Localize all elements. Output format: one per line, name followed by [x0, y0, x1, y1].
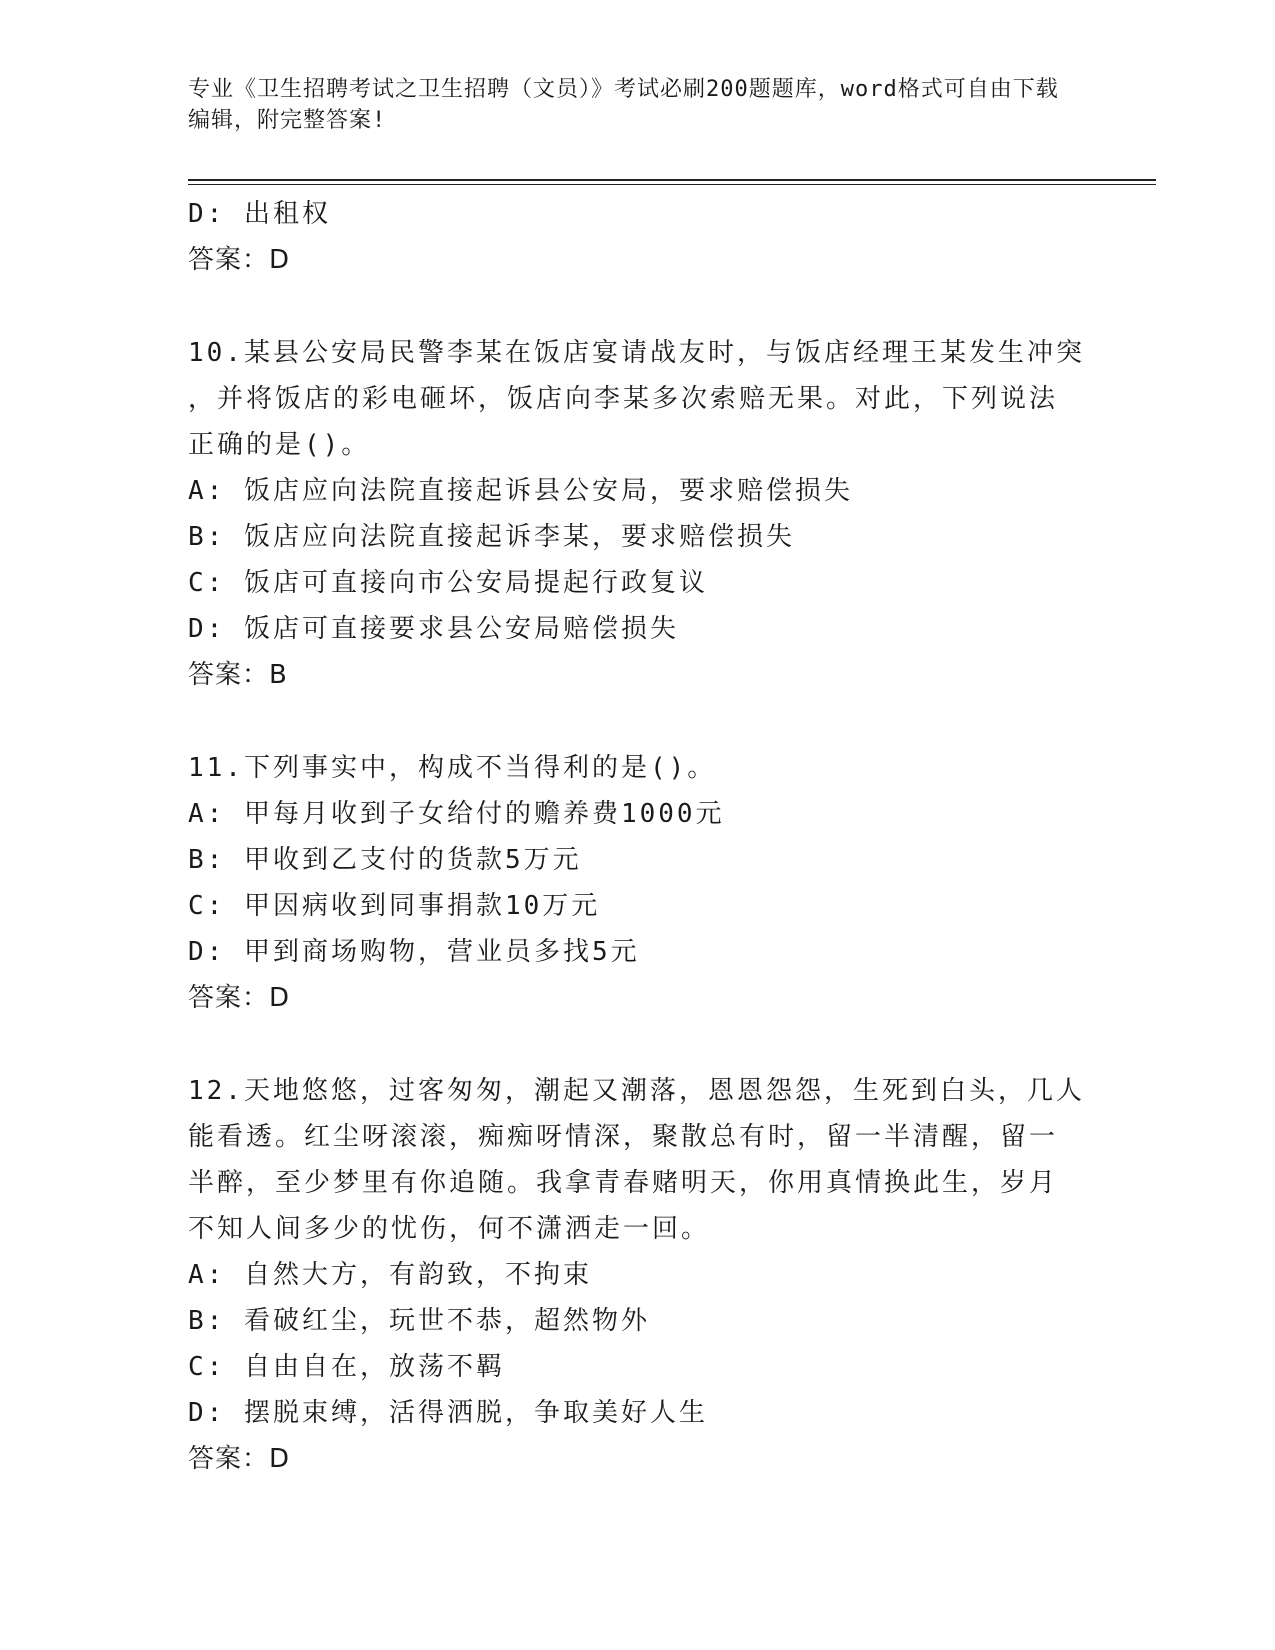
option-c: C: 甲因病收到同事捐款10万元	[188, 891, 601, 921]
header-divider-thick	[188, 179, 1156, 181]
question-12	[188, 1068, 1088, 1482]
document-header: 专业《卫生招聘考试之卫生招聘（文员）》考试必刷200题题库，word格式可自由下载编辑，附完整答案!	[188, 77, 1059, 133]
spacer	[188, 1021, 1088, 1068]
question-10	[188, 330, 1088, 698]
option-a: A: 饭店应向法院直接起诉县公安局，要求赔偿损失	[188, 476, 853, 506]
option-d: D: 摆脱束缚，活得洒脱，争取美好人生	[188, 1398, 708, 1428]
spacer	[188, 283, 1088, 330]
answer-line: 答案：D	[188, 983, 291, 1013]
header-divider-thin	[188, 184, 1156, 185]
answer-line: 答案：D	[188, 1444, 291, 1474]
prev-question-option-d: D: 出租权	[188, 199, 331, 229]
question-stem-line: 11.下列事实中，构成不当得利的是()。	[188, 753, 717, 783]
option-d: D: 饭店可直接要求县公安局赔偿损失	[188, 614, 679, 644]
option-b: B: 饭店应向法院直接起诉李某，要求赔偿损失	[188, 522, 795, 552]
option-b: B: 看破红尘，玩世不恭，超然物外	[188, 1306, 650, 1336]
question-stem-line: 正确的是()。	[188, 430, 371, 460]
option-b: B: 甲收到乙支付的货款5万元	[188, 845, 582, 875]
question-content	[188, 191, 1088, 1482]
answer-line: 答案：B	[188, 660, 288, 690]
option-c: C: 自由自在，放荡不羁	[188, 1352, 505, 1382]
question-stem-line: 12.天地悠悠，过客匆匆，潮起又潮落，恩恩怨怨，生死到白头，几人	[188, 1076, 1085, 1106]
option-d: D: 甲到商场购物，营业员多找5元	[188, 937, 640, 967]
option-a: A: 自然大方，有韵致，不拘束	[188, 1260, 592, 1290]
question-stem-line: 能看透。红尘呀滚滚，痴痴呀情深，聚散总有时，留一半清醒，留一	[188, 1122, 1059, 1152]
option-c: C: 饭店可直接向市公安局提起行政复议	[188, 568, 708, 598]
question-stem-line: 10.某县公安局民警李某在饭店宴请战友时，与饭店经理王某发生冲突	[188, 338, 1085, 368]
question-11	[188, 745, 1088, 1021]
option-a: A: 甲每月收到子女给付的赡养费1000元	[188, 799, 725, 829]
question-stem-line: ，并将饭店的彩电砸坏，饭店向李某多次索赔无果。对此，下列说法	[188, 384, 1059, 414]
question-stem-line: 不知人间多少的忧伤，何不潇洒走一回。	[188, 1214, 711, 1244]
question-stem-line: 半醉，至少梦里有你追随。我拿青春赌明天，你用真情换此生，岁月	[188, 1168, 1059, 1198]
spacer	[188, 698, 1088, 745]
prev-question-answer: 答案：D	[188, 245, 291, 275]
